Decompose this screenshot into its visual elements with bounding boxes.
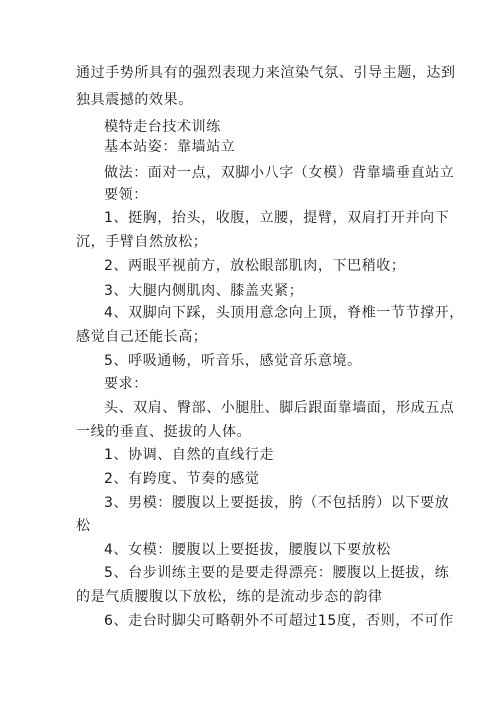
text-line-2: 独具震撼的效果。 <box>76 92 193 108</box>
text-line-18: 2、有跨度、节奏的感觉 <box>104 471 260 487</box>
text-line-22: 5、台步训练主要的是要走得漂亮：腰腹以上挺拔，练 <box>104 565 450 581</box>
text-line-13: 5、呼吸通畅，听音乐，感觉音乐意境。 <box>104 353 362 369</box>
text-line-24: 6、走台时脚尖可略朝外不可超过15度，否则，不可作 <box>104 613 454 629</box>
text-line-23: 的是气质腰腹以下放松，练的是流动步态的韵律 <box>76 589 383 605</box>
text-line-6: 要领： <box>104 187 148 203</box>
text-line-11: 4、双脚向下踩，头顶用意念向上顶，脊椎一节节撑开， <box>104 305 464 321</box>
text-line-4: 基本站姿：靠墙站立 <box>104 139 236 155</box>
text-line-12: 感觉自己还能长高； <box>76 329 208 345</box>
text-line-7: 1、挺胸，抬头，收腹，立腰，提臂，双肩打开并向下 <box>104 210 450 226</box>
text-line-17: 1、协调、自然的直线行走 <box>104 447 275 463</box>
text-line-14: 要求： <box>104 376 148 392</box>
text-line-15: 头、双肩、臀部、小腿肚、脚后跟面靠墙面，形成五点 <box>104 400 455 416</box>
text-line-1: 通过手势所具有的强烈表现力来渲染气氛、引导主题，达到 <box>76 65 456 81</box>
text-line-8: 沉，手臂自然放松； <box>76 234 208 250</box>
text-line-20: 松 <box>76 518 91 534</box>
text-line-21: 4、女模：腰腹以上要挺拔，腰腹以下要放松 <box>104 542 391 558</box>
text-line-19: 3、男模：腰腹以上要挺拔，胯（不包括胯）以下要放 <box>104 495 450 511</box>
text-line-10: 3、大腿内侧肌肉、膝盖夹紧； <box>104 283 304 299</box>
section-title: 模特走台技术训练 <box>104 119 221 135</box>
text-line-16: 一线的垂直、挺拔的人体。 <box>76 424 252 440</box>
text-line-5: 做法：面对一点，双脚小八字（女模）背靠墙垂直站立 <box>104 165 455 181</box>
text-line-9: 2、两眼平视前方，放松眼部肌肉，下巴稍收； <box>104 258 406 274</box>
